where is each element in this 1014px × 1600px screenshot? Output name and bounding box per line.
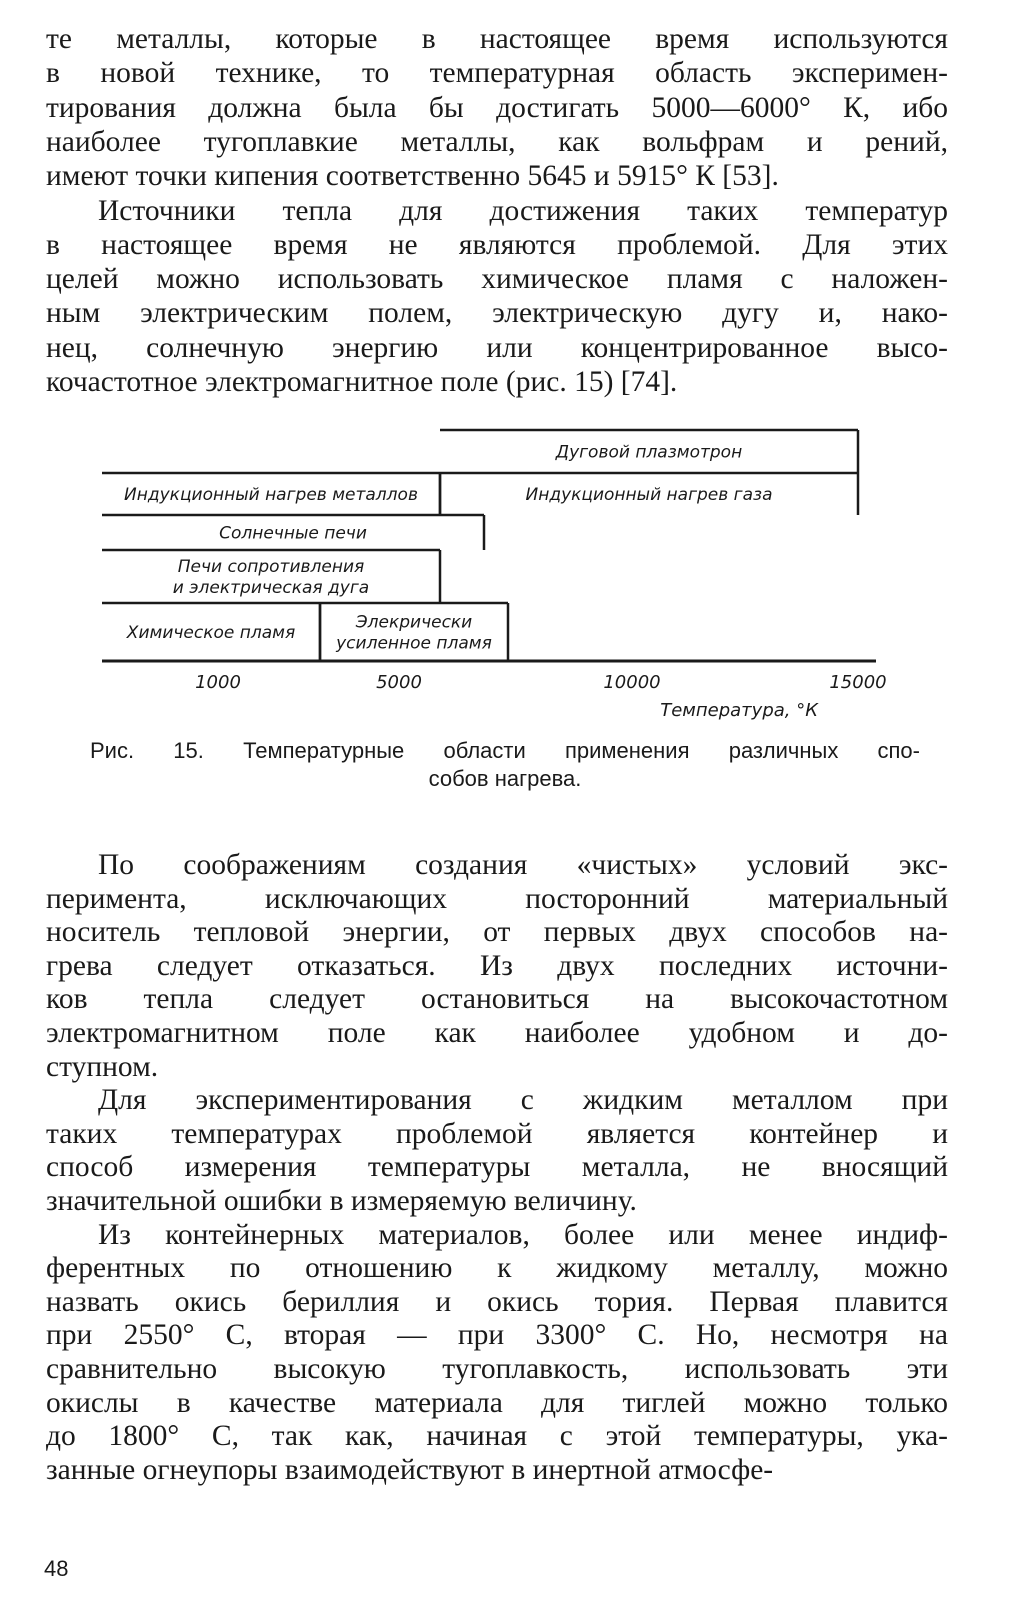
- text-line: ным электрическим полем, электрическую дугу и, нако-: [46, 297, 948, 330]
- range-bar-label: Печи сопротивления: [177, 557, 365, 577]
- text-line: в настоящее время не являются проблемой. Для этих: [46, 228, 948, 261]
- text-line: при 2550° С, вторая — при 3300° С. Но, несмотря на: [46, 1319, 948, 1352]
- text-line: те металлы, которые в настоящее время используются: [46, 23, 948, 55]
- caption-line: Рис. 15. Температурные области применения различных спо-: [90, 738, 920, 763]
- x-axis-title: Температура, °К: [660, 700, 818, 721]
- range-bar-label: и электрическая дуга: [172, 578, 370, 598]
- range-bar-label: Элекрически: [355, 612, 473, 633]
- text-line: сравнительно высокую тугоплавкость, использовать эти: [46, 1353, 948, 1385]
- text-line: Источники тепла для достижения таких температур: [98, 194, 948, 227]
- x-tick-label: 10000: [603, 672, 661, 693]
- text-line: в новой технике, то температурная область эксперимен-: [46, 57, 948, 90]
- text-line: имеют точки кипения соответственно 5645 и 5915° К [53].: [46, 160, 779, 193]
- text-line: ступном.: [46, 1050, 159, 1083]
- text-line: грева следует отказаться. Из двух последних источни-: [46, 949, 948, 982]
- text-line: кочастотное электромагнитное поле (рис. 15) [74].: [46, 366, 678, 398]
- text-line: целей можно использовать химическое пламя с наложен-: [46, 263, 948, 296]
- figure-caption: [90, 737, 920, 793]
- x-tick-label: 15000: [829, 672, 887, 693]
- x-tick-label: 1000: [195, 672, 241, 693]
- range-bar-label: Химическое пламя: [126, 623, 296, 643]
- caption-line: собов нагрева.: [428, 766, 582, 791]
- range-bar-label: усиленное пламя: [336, 633, 492, 654]
- text-line: окислы в качестве материала для тиглей можно только: [46, 1386, 948, 1419]
- text-line: электромагнитном поле как наиболее удобном и до-: [46, 1017, 948, 1049]
- text-line: перимента, исключающих посторонний материальный: [46, 882, 948, 915]
- temperature-range-chart: [0, 420, 1014, 730]
- text-line: назвать окись бериллия и окись тория. Первая плавится: [46, 1285, 948, 1318]
- page-number: 48: [44, 1556, 69, 1581]
- text-line: способ измерения температуры металла, не вносящий: [46, 1151, 948, 1184]
- text-line: до 1800° С, так как, начиная с этой температуры, ука-: [46, 1420, 948, 1453]
- text-line: значительной ошибки в измеряемую величину.: [46, 1185, 637, 1217]
- x-tick-label: 5000: [376, 672, 422, 693]
- text-line: нец, солнечную энергию или концентрированное высо-: [46, 331, 948, 364]
- text-line: таких температурах проблемой является контейнер и: [46, 1117, 948, 1150]
- text-line: Из контейнерных материалов, более или менее индиф-: [98, 1218, 948, 1251]
- range-bar-label: Индукционный нагрев металлов: [124, 485, 418, 505]
- text-line: занные огнеупоры взаимодействуют в инертной атмосфе-: [46, 1453, 774, 1486]
- range-bar-label: Дуговой плазмотрон: [555, 442, 743, 463]
- text-line: Для экспериментирования с жидким металлом при: [98, 1084, 948, 1117]
- text-line: носитель тепловой энергии, от первых двух способов на-: [46, 916, 948, 949]
- range-bar-label: Солнечные печи: [219, 523, 367, 544]
- text-line: ков тепла следует остановиться на высокочастотном: [46, 983, 948, 1016]
- text-line: наиболее тугоплавкие металлы, как вольфрам и рений,: [46, 125, 948, 158]
- text-line: ферентных по отношению к жидкому металлу, можно: [46, 1252, 948, 1285]
- text-line: тирования должна была бы достигать 5000—6000° К, ибо: [46, 91, 948, 124]
- range-bar-label: Индукционный нагрев газа: [525, 485, 773, 505]
- text-line: По соображениям создания «чистых» условий экс-: [98, 849, 948, 881]
